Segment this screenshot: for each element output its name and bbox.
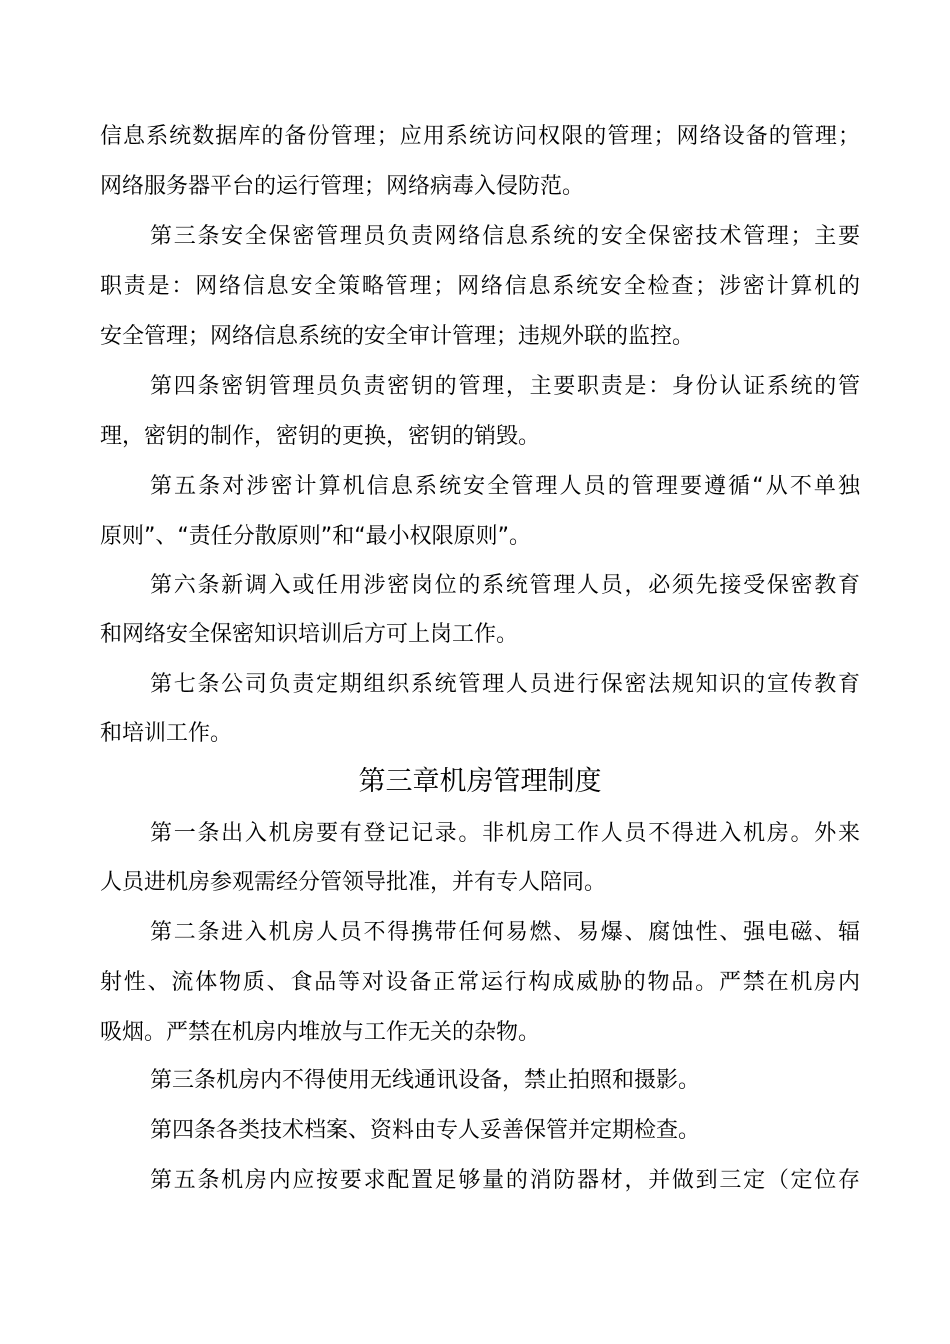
paragraph-line: 安全管理；网络信息系统的安全审计管理；违规外联的监控。 xyxy=(100,324,695,349)
paragraph-line: 射性、流体物质、食品等对设备正常运行构成威胁的物品。严禁在机房内 xyxy=(100,970,860,995)
paragraph-line: 第七条公司负责定期组织系统管理人员进行保密法规知识的宣传教育 xyxy=(150,672,860,697)
paragraph-line: 第一条出入机房要有登记记录。非机房工作人员不得进入机房。外来 xyxy=(150,821,860,846)
paragraph-line: 原则”、“责任分散原则”和“最小权限原则”。 xyxy=(100,524,531,549)
paragraph-line: 第四条各类技术档案、资料由专人妥善保管并定期检查。 xyxy=(150,1118,701,1143)
paragraph-line: 吸烟。严禁在机房内堆放与工作无关的杂物。 xyxy=(100,1020,541,1045)
paragraph-line: 信息系统数据库的备份管理；应用系统访问权限的管理；网络设备的管理； xyxy=(100,124,860,149)
paragraph-line: 网络服务器平台的运行管理；网络病毒入侵防范。 xyxy=(100,174,585,199)
paragraph-line: 理，密钥的制作，密钥的更换，密钥的销毁。 xyxy=(100,424,541,449)
paragraph-line: 第三条安全保密管理员负责网络信息系统的安全保密技术管理；主要 xyxy=(150,224,860,249)
paragraph-line: 第五条对涉密计算机信息系统安全管理人员的管理要遵循“从不单独 xyxy=(150,474,860,499)
paragraph-line: 和网络安全保密知识培训后方可上岗工作。 xyxy=(100,622,519,647)
paragraph-line: 职责是：网络信息安全策略管理；网络信息系统安全检查；涉密计算机的 xyxy=(100,274,860,299)
paragraph-line: 第五条机房内应按要求配置足够量的消防器材，并做到三定（定位存 xyxy=(150,1168,860,1193)
paragraph-line: 第六条新调入或任用涉密岗位的系统管理人员，必须先接受保密教育 xyxy=(150,573,860,598)
paragraph-line: 第二条进入机房人员不得携带任何易燃、易爆、腐蚀性、强电磁、辐 xyxy=(150,920,860,945)
paragraph-line: 第四条密钥管理员负责密钥的管理，主要职责是：身份认证系统的管 xyxy=(150,374,860,399)
paragraph-line: 第三条机房内不得使用无线通讯设备，禁止拍照和摄影。 xyxy=(150,1068,701,1093)
chapter-heading: 第三章机房管理制度 xyxy=(358,766,602,797)
paragraph-line: 和培训工作。 xyxy=(100,721,233,746)
paragraph-line: 人员进机房参观需经分管领导批准，并有专人陪同。 xyxy=(100,870,607,895)
